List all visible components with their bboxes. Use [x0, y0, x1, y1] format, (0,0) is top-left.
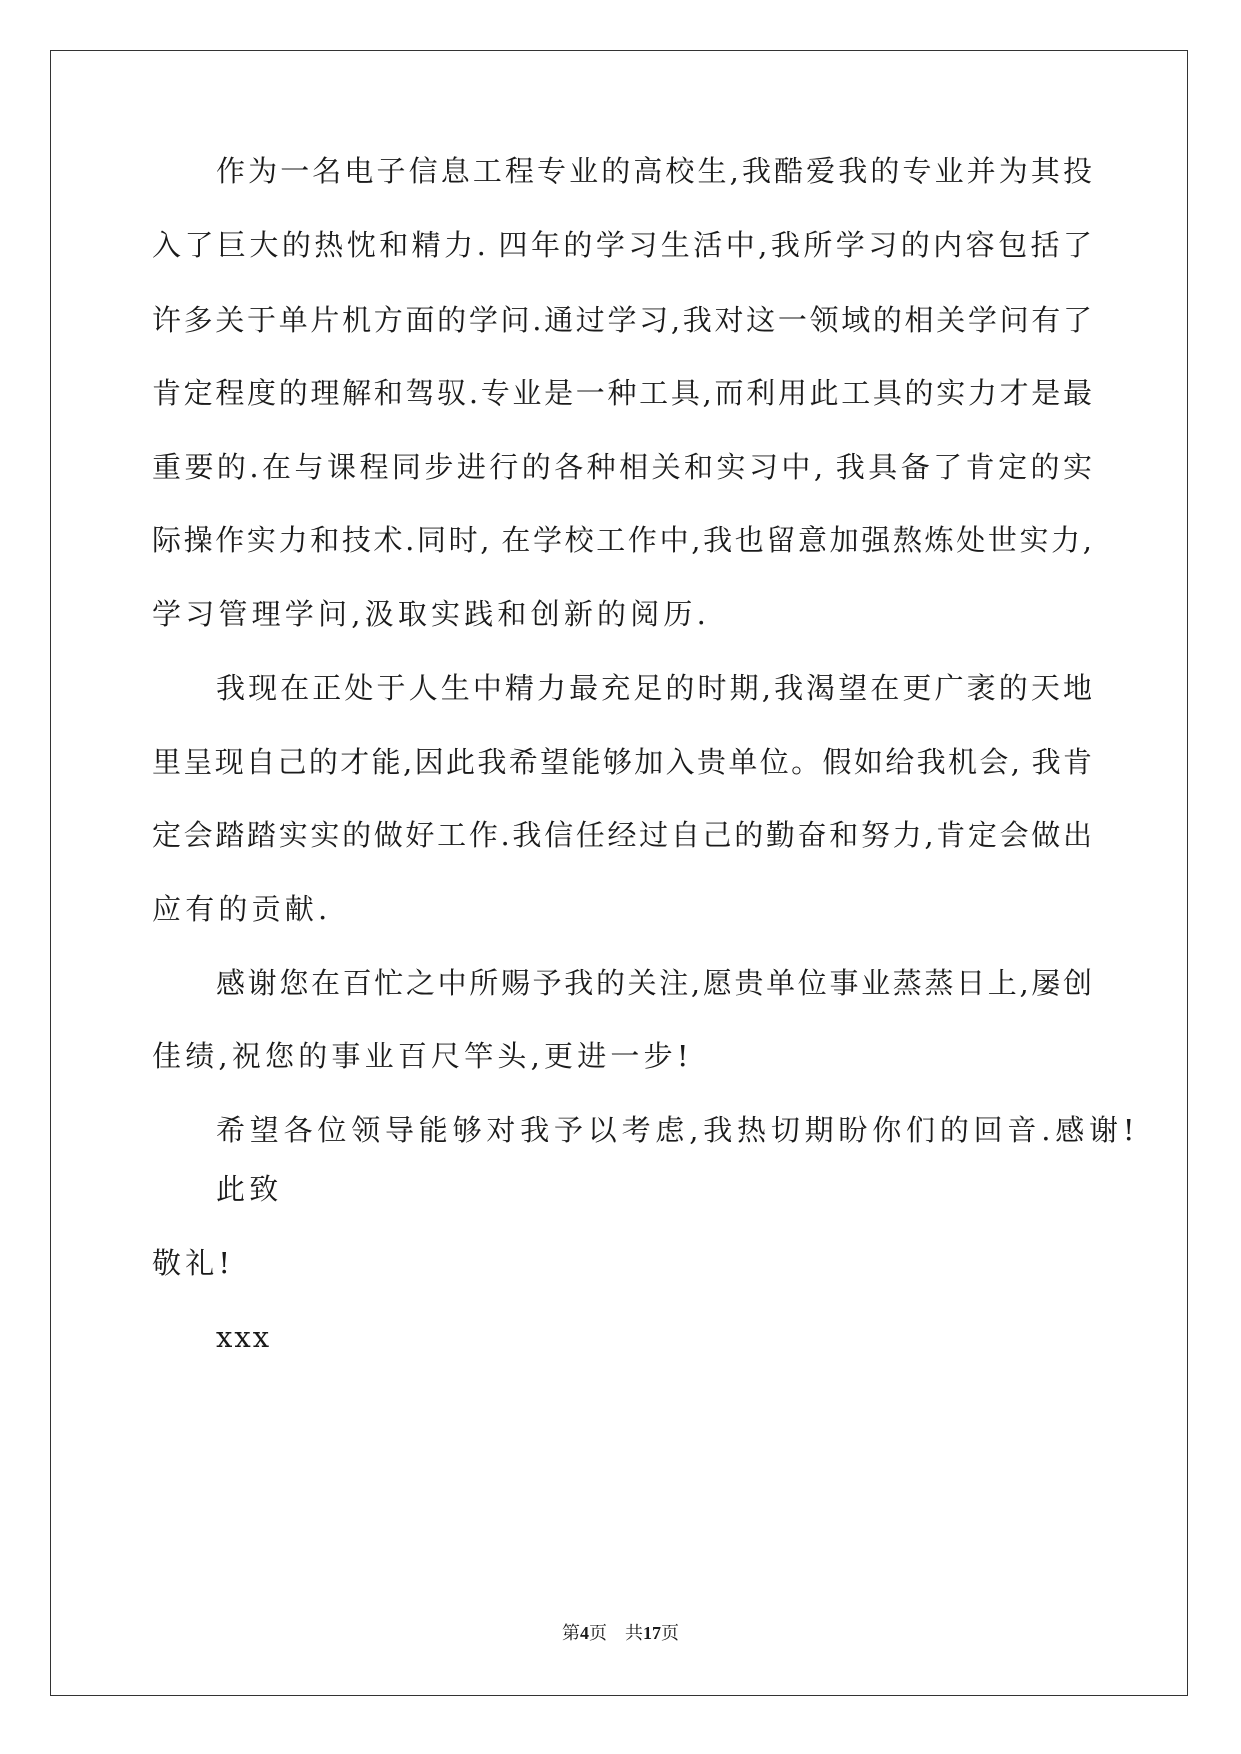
- paragraph-2-line-1: 我现在正处于人生中精力最充足的时期,我渴望在更广袤的天地: [216, 671, 1092, 705]
- closing-text: 此致: [216, 1172, 283, 1206]
- paragraph-1-line-5: 重要的.在与课程同步进行的各种相关和实习中, 我具备了肯定的实: [152, 450, 1092, 484]
- page-footer: [0, 1621, 1241, 1645]
- paragraph-4: 希望各位领导能够对我予以考虑,我热切期盼你们的回音.感谢!: [216, 1113, 1140, 1147]
- footer-total-prefix: 共: [625, 1623, 643, 1643]
- paragraph-1-line-3: 许多关于单片机方面的学问.通过学习,我对这一领域的相关学问有了: [152, 303, 1092, 337]
- paragraph-1-line-1: 作为一名电子信息工程专业的高校生,我酷爱我的专业并为其投: [216, 154, 1092, 188]
- paragraph-1-line-4: 肯定程度的理解和驾驭.专业是一种工具,而利用此工具的实力才是最: [152, 376, 1092, 410]
- paragraph-3-line-1: 感谢您在百忙之中所赐予我的关注,愿贵单位事业蒸蒸日上,屡创: [216, 966, 1092, 1000]
- salutation-text: 敬礼!: [152, 1246, 235, 1280]
- paragraph-1-line-7: 学习管理学问,汲取实践和创新的阅历.: [152, 597, 711, 631]
- footer-page-suffix: 页: [589, 1623, 607, 1643]
- paragraph-3-line-2: 佳绩,祝您的事业百尺竿头,更进一步!: [152, 1039, 693, 1073]
- footer-total-suffix: 页: [661, 1623, 679, 1643]
- footer-page-number: 4: [580, 1623, 589, 1643]
- footer-total-pages: 17: [643, 1623, 661, 1643]
- paragraph-1-line-2: 入了巨大的热忱和精力. 四年的学习生活中,我所学习的内容包括了: [152, 228, 1092, 262]
- paragraph-2-line-3: 定会踏踏实实的做好工作.我信任经过自己的勤奋和努力,肯定会做出: [152, 818, 1092, 852]
- paragraph-1-line-6: 际操作实力和技术.同时, 在学校工作中,我也留意加强熬炼处世实力,: [152, 523, 1092, 557]
- paragraph-2-line-4: 应有的贡献.: [152, 892, 332, 926]
- page-frame: [50, 50, 1188, 1696]
- paragraph-2-line-2: 里呈现自己的才能,因此我希望能够加入贵单位。假如给我机会, 我肯: [152, 745, 1092, 779]
- footer-page-prefix: 第: [562, 1623, 580, 1643]
- signature-text: xxx: [216, 1320, 272, 1354]
